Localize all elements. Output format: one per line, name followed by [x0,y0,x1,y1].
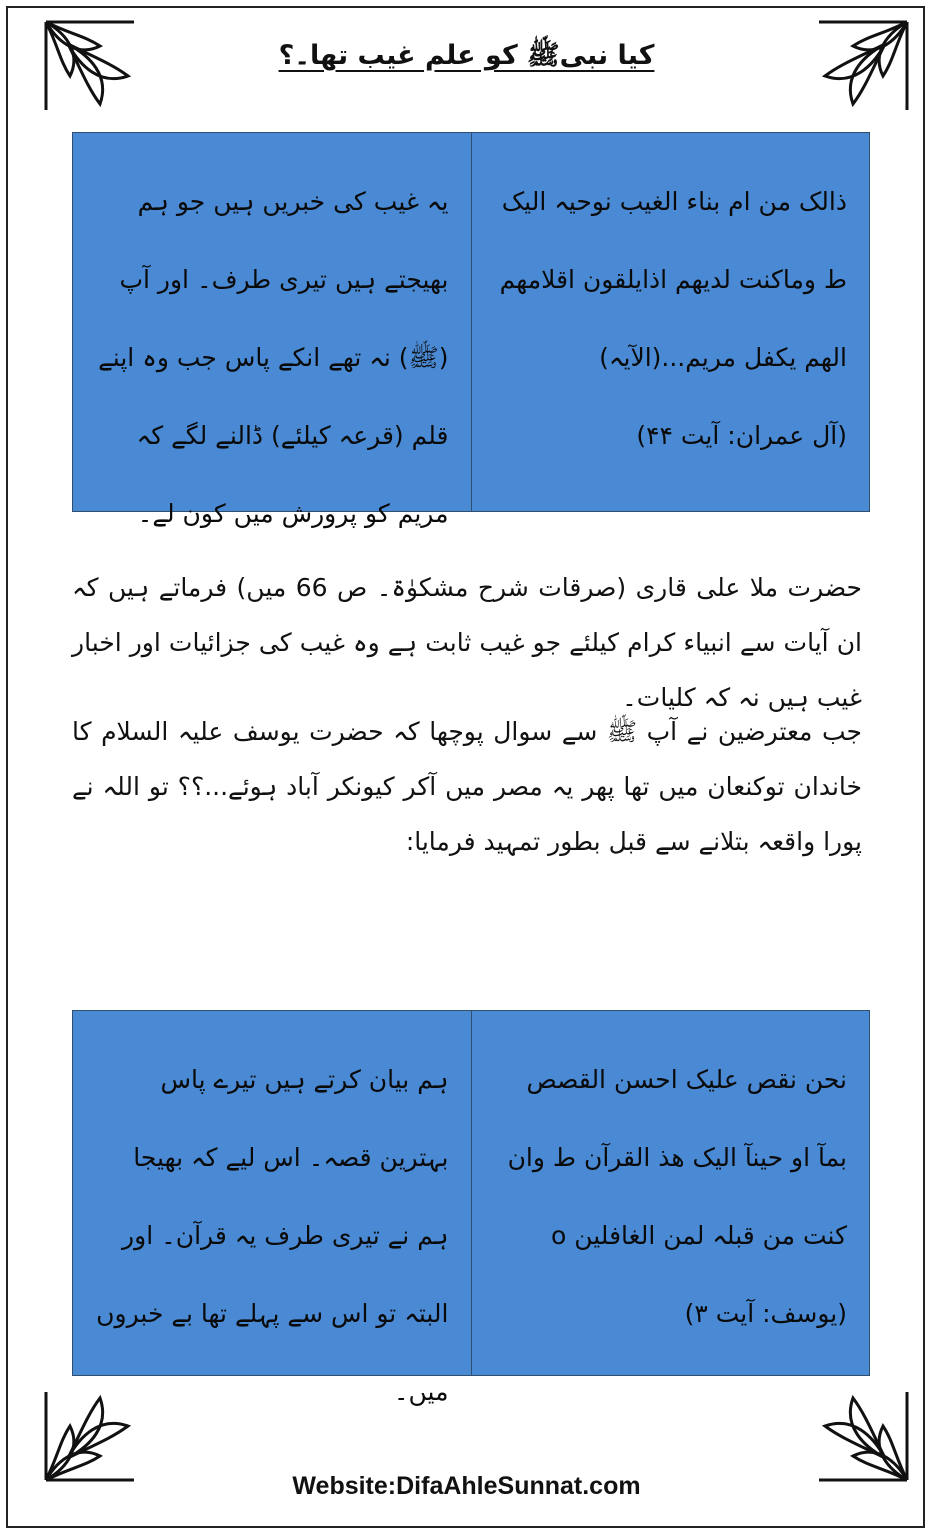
verse-table-2 [72,1010,870,1406]
arabic-verse-cell [472,133,870,511]
website-footer: Website:DifaAhleSunnat.com [292,1472,641,1500]
verse-reference: (آل عمران: آیت ۴۴) [636,421,847,450]
page-title: کیا نبیﷺ کو علم غیب تھا۔؟ [278,40,655,71]
verse-reference: (یوسف: آیت ۳) [684,1299,847,1328]
verse-translation: یہ غیب کی خبریں ہیں جو ہم بھیجتے ہیں تیری طرف۔ اور آپ (ﷺ) نہ تھے انکے پاس جب وہ اپنے قلم (قرعہ کیلئے) ڈالنے لگے کہ مریم کو پرورش میں کون لے۔ [98,187,449,528]
body-paragraph-1 [72,560,862,725]
paragraph-text: جب معترضین نے آپ ﷺ سے سوال پوچھا کہ حضرت یوسف علیہ السلام کا خاندان توکنعان میں تھا پھر یہ مصر میں آکر کیونکر آباد ہوئے...؟؟ تو اللہ نے پورا واقعہ بتلانے سے قبل بطور تمہید فرمایا: [72,717,862,856]
arabic-verse: ذالک من ام بناء الغیب نوحیہ الیک ط وماکنت لدیھم اذایلقون اقلامھم الھم یکفل مریم...(الآیہ) [499,187,847,372]
arabic-verse: نحن نقص علیک احسن القصص بمآ او حینآ الیک ھذ القرآن ط وان کنت من قبلہ لمن الغافلین o [507,1065,847,1250]
paragraph-text: حضرت ملا علی قاری (صرقات شرح مشکوٰۃ۔ ص 66 میں) فرماتے ہیں کہ ان آیات سے انبیاء کرام کیلئے جو غیب ثابت ہے وہ غیب کی جزائیات اور اخبار غیب ہیں نہ کہ کلیات۔ [72,573,863,712]
corner-ornament-icon [813,1386,913,1486]
verse-table-1 [72,132,870,528]
arabic-verse-cell [472,1011,870,1375]
translation-cell [73,133,472,528]
body-paragraph-2 [72,704,862,869]
verse-translation: ہم بیان کرتے ہیں تیرے پاس بہترین قصہ۔ اس لیے کہ بھیجا ہم نے تیری طرف یہ قرآن۔ اور البتہ تو اس سے پہلے تھا بے خبروں میں۔ [96,1065,449,1406]
translation-cell [73,1011,472,1406]
